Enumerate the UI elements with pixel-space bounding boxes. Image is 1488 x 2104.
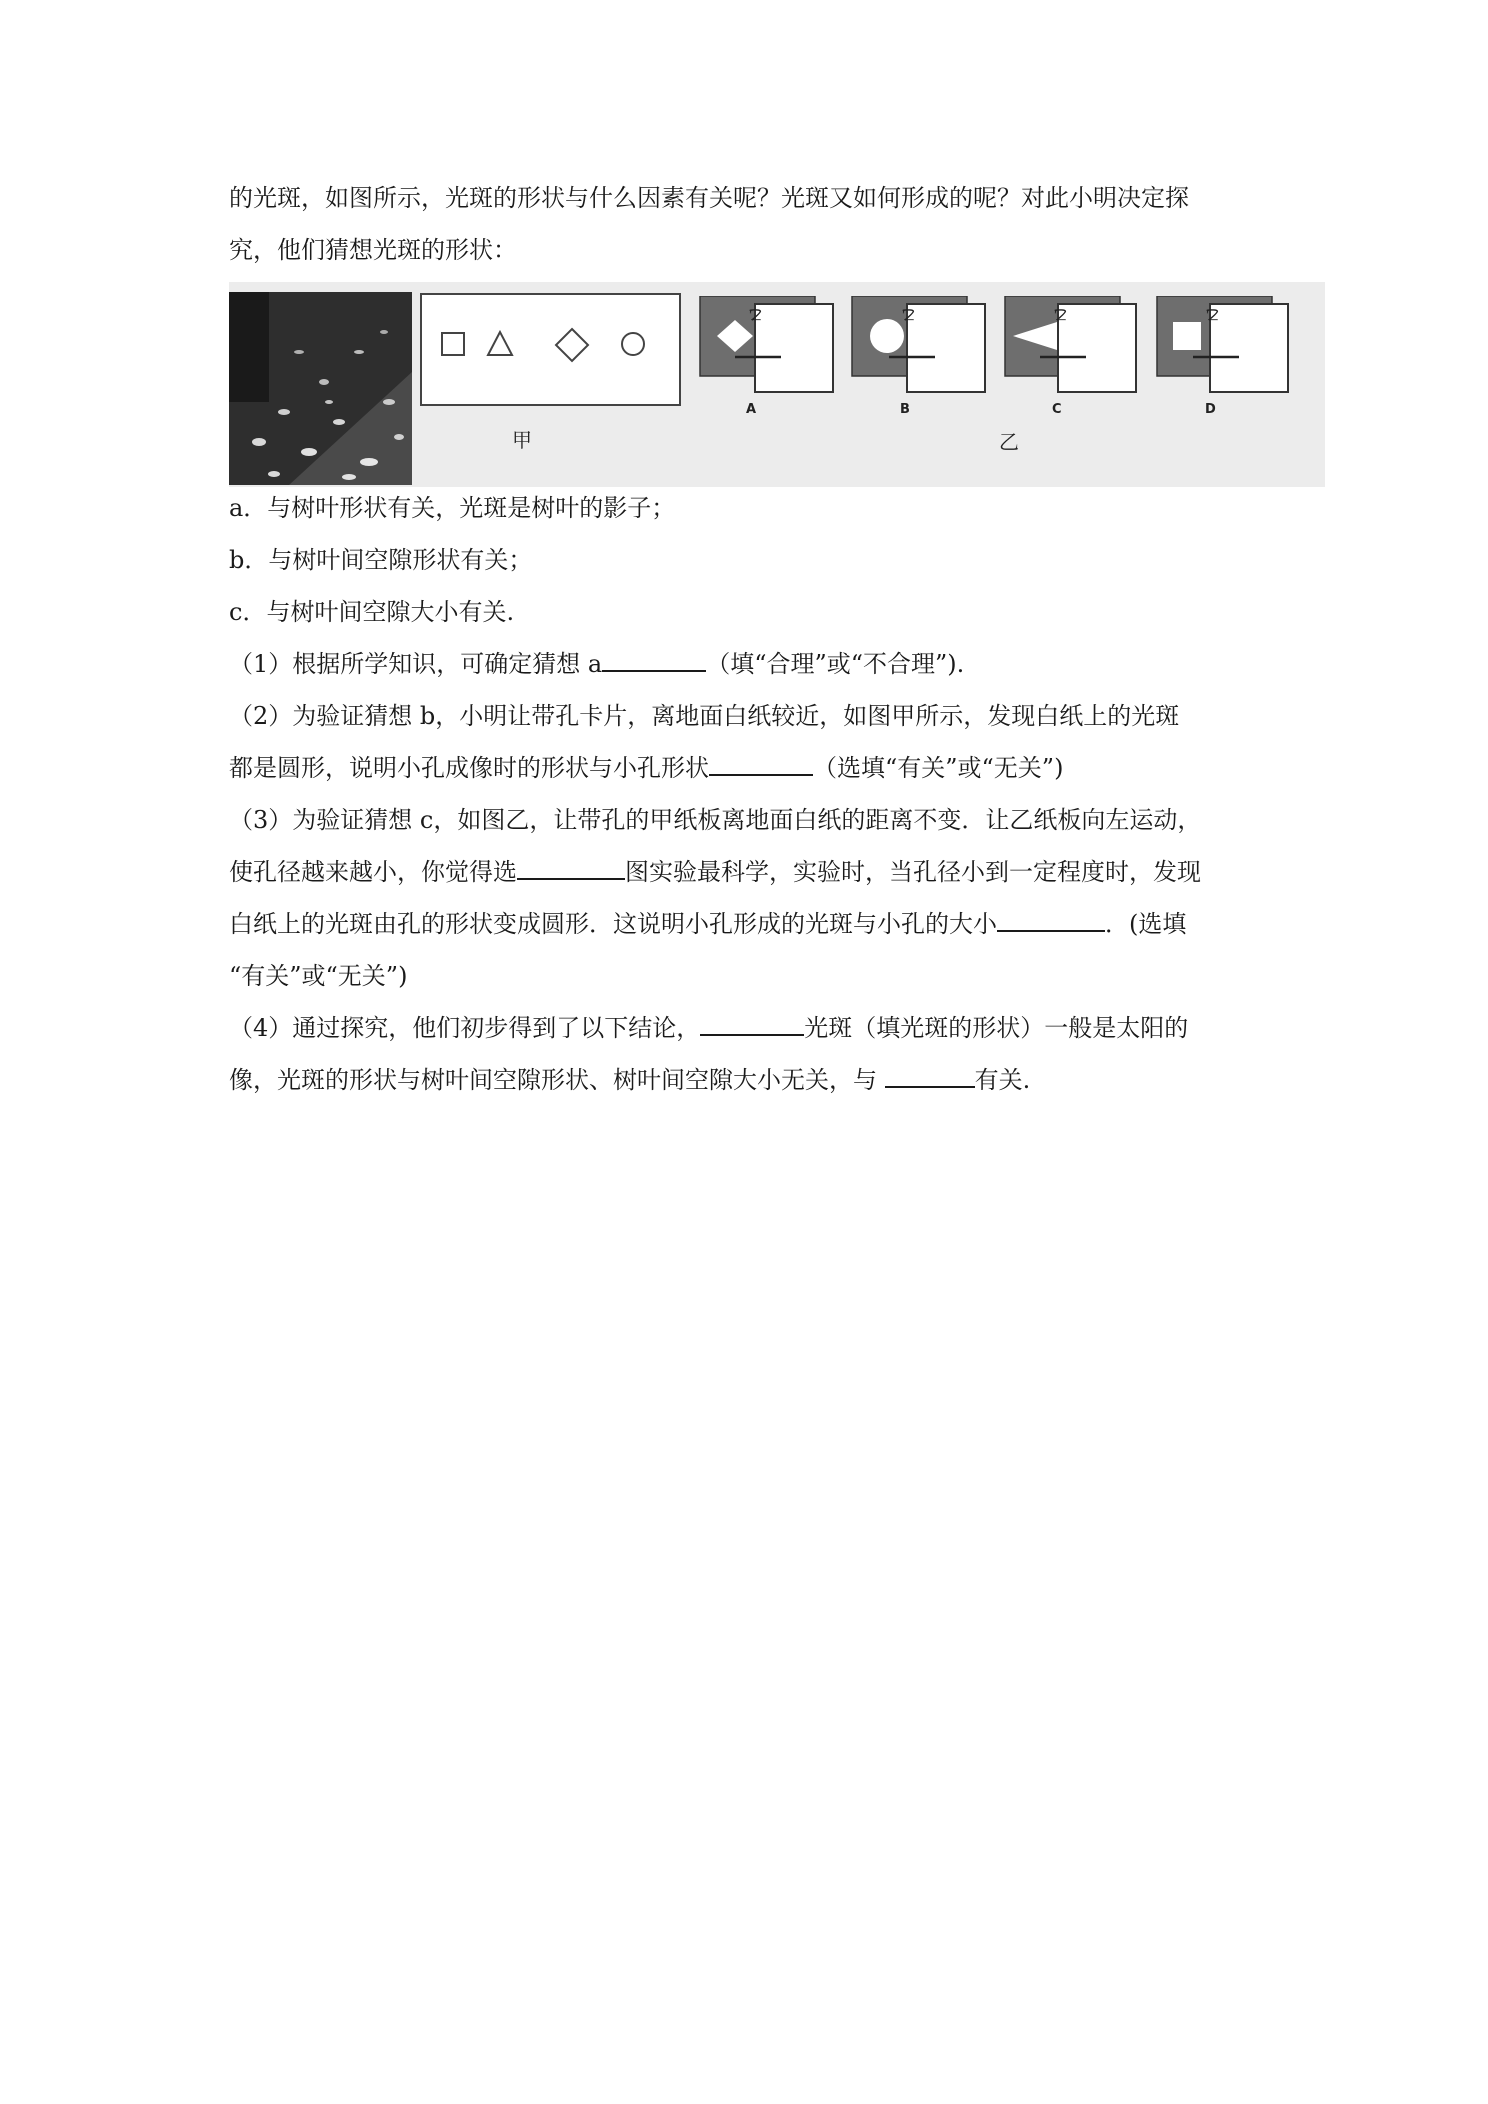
- q4-text-mid: 光斑（填光斑的形状）一般是太阳的: [804, 1014, 1189, 1042]
- q1-answer-blank[interactable]: [602, 640, 706, 672]
- question-3-line-4: “有关”或“无关”): [229, 962, 408, 990]
- intro-line-2: 究，他们猜想光斑的形状：: [229, 236, 517, 264]
- panel-c-label: C: [1052, 402, 1062, 417]
- question-4-line-2: [229, 1054, 1269, 1106]
- figure-yi-panels: [695, 296, 1325, 416]
- panel-d-label: D: [1205, 402, 1216, 417]
- q3-answer-blank-2[interactable]: [997, 900, 1105, 932]
- question-2-line-1: （2）为验证猜想 b，小明让带孔卡片，离地面白纸较近，如图甲所示，发现白纸上的光斑: [229, 702, 1180, 730]
- panel-c-diagram: [1005, 296, 1136, 392]
- intro-paragraph: [229, 172, 1269, 276]
- hypothesis-b: b．与树叶间空隙形状有关；: [229, 546, 533, 574]
- question-3-line-2: [229, 846, 1269, 898]
- q3-text-post-2: ．(选填: [1105, 910, 1187, 938]
- q4-answer-blank-2[interactable]: [885, 1056, 975, 1088]
- q4-text-post-2: 有关.: [974, 1066, 1031, 1094]
- q1-text-post: （填“合理”或“不合理”).: [706, 650, 965, 678]
- panel-b-label: B: [900, 402, 910, 417]
- panel-a-diagram: [700, 296, 833, 392]
- question-4-line-1: [229, 1002, 1269, 1054]
- question-3-line-1: （3）为验证猜想 c，如图乙，让带孔的甲纸板离地面白纸的距离不变．让乙纸板向左运动，: [229, 806, 1202, 834]
- panel-d-tag: 乙: [1206, 306, 1220, 321]
- q4-answer-blank-1[interactable]: [700, 1004, 804, 1036]
- q1-text-pre: （1）根据所学知识，可确定猜想 a: [229, 650, 603, 678]
- panel-a-label: A: [746, 402, 757, 417]
- panel-c-tag: 乙: [1054, 306, 1068, 321]
- panel-b-diagram: [852, 296, 985, 392]
- q2-text-pre: 都是圆形，说明小孔成像时的形状与小孔形状: [229, 754, 709, 782]
- hypothesis-a: a．与树叶形状有关，光斑是树叶的影子；: [229, 494, 676, 522]
- question-3-line-3: [229, 898, 1269, 950]
- q3-text-mid: 图实验最科学，实验时，当孔径小到一定程度时，发现: [625, 858, 1201, 886]
- intro-line-1: 的光斑，如图所示，光斑的形状与什么因素有关呢？光斑又如何形成的呢？对此小明决定探: [229, 184, 1189, 212]
- question-1: [229, 638, 1269, 690]
- panel-b-tag: 乙: [902, 306, 916, 321]
- questions-section: [229, 482, 1269, 1106]
- question-2-line-2: [229, 742, 1269, 794]
- q3-text-pre: 使孔径越来越小，你觉得选: [229, 858, 517, 886]
- q3-answer-blank-1[interactable]: [517, 848, 625, 880]
- q3-text-pre-2: 白纸上的光斑由孔的形状变成圆形．这说明小孔形成的光斑与小孔的大小: [229, 910, 997, 938]
- q2-answer-blank[interactable]: [709, 744, 813, 776]
- q4-text-pre: （4）通过探究，他们初步得到了以下结论，: [229, 1014, 701, 1042]
- figure-yi-label: 乙: [999, 430, 1019, 454]
- q2-text-post: （选填“有关”或“无关”): [813, 754, 1064, 782]
- experiment-figure: [229, 282, 1325, 487]
- q4-text-pre-2: 像，光斑的形状与树叶间空隙形状、树叶间空隙大小无关，与: [229, 1066, 885, 1094]
- panel-d-diagram: [1157, 296, 1288, 392]
- sunlight-spots-photo: [229, 292, 412, 485]
- panel-a-tag: 乙: [749, 306, 763, 321]
- figure-jia-label: 甲: [512, 428, 532, 452]
- figure-jia-box: [420, 293, 681, 406]
- hypothesis-c: c．与树叶间空隙大小有关.: [229, 598, 515, 626]
